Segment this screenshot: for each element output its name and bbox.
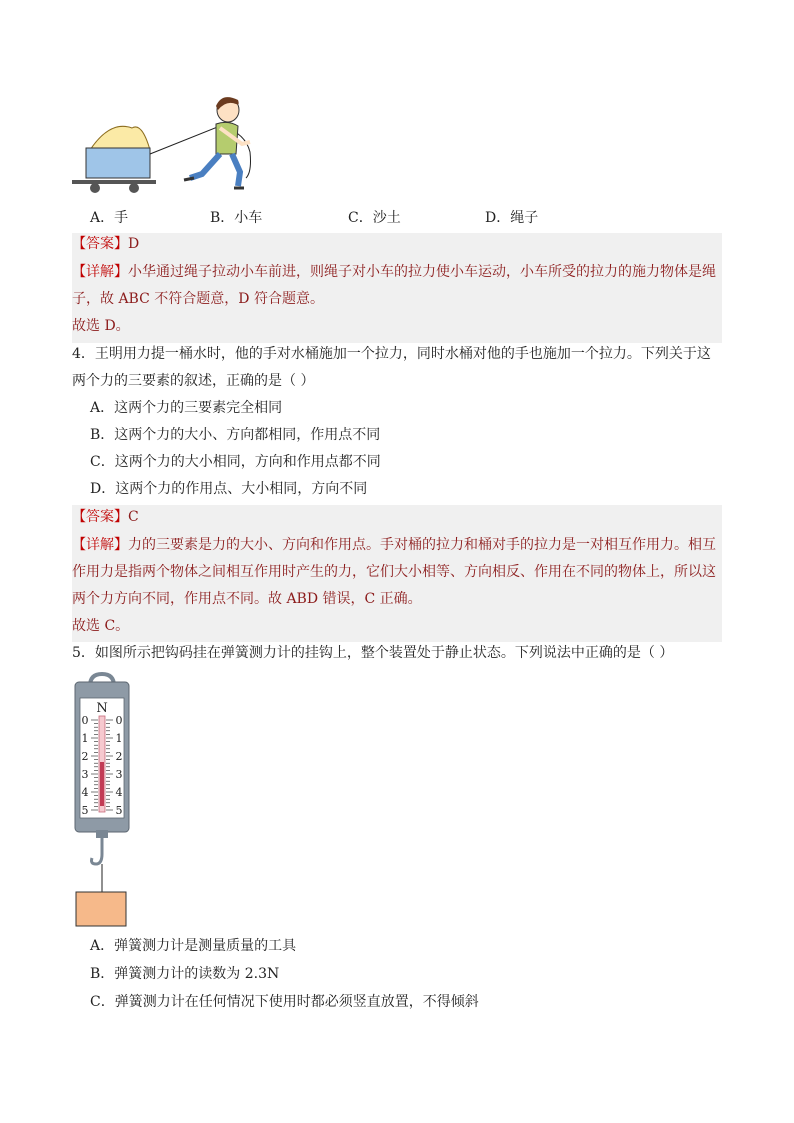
cart-wheel — [129, 183, 139, 193]
q5-stem: 5．如图所示把钩码挂在弹簧测力计的挂钩上，整个装置处于静止状态。下列说法中正确的是（ ） — [72, 645, 674, 661]
q4-option-c: C．这两个力的大小相同，方向和作用点都不同 — [90, 454, 381, 470]
cart-base — [72, 180, 156, 184]
q3-option-d: D．绳子 — [485, 210, 539, 226]
q4-stem-line-2: 两个力的三要素的叙述，正确的是（ ） — [72, 373, 315, 389]
q4-option-b: B．这两个力的大小、方向都相同，作用点不同 — [90, 427, 381, 443]
boy-pulling-cart-illustration — [70, 92, 270, 202]
q5-option-a: A．弹簧测力计是测量质量的工具 — [90, 938, 297, 954]
scale-label-right: 3 — [115, 768, 123, 781]
spring-scale-illustration — [72, 672, 132, 932]
q4-detail-line-3: 两个力方向不同，作用点不同。故 ABD 错误，C 正确。 — [72, 591, 422, 607]
q4-option-d: D．这两个力的作用点、大小相同，方向不同 — [90, 481, 368, 497]
q4-option-a: A．这两个力的三要素完全相同 — [90, 400, 283, 416]
scale-label-left: 2 — [81, 750, 89, 763]
scale-label-left: 0 — [81, 714, 89, 727]
scale-label-right: 1 — [115, 732, 123, 745]
boy-legs — [190, 154, 240, 186]
q5-option-c: C．弹簧测力计在任何情况下使用时都必须竖直放置，不得倾斜 — [90, 994, 479, 1010]
cart-wheel — [90, 183, 100, 193]
scale-label-right: 4 — [115, 786, 123, 799]
q3-options — [90, 207, 690, 229]
scale-label-left: 1 — [81, 732, 89, 745]
q4-conclusion: 故选 C。 — [72, 618, 130, 634]
q4-detail-line-1: 【详解】力的三要素是力的大小、方向和作用点。手对桶的拉力和桶对手的拉力是一对相互作用力。相互 — [72, 537, 716, 553]
scale-label-right: 2 — [115, 750, 123, 763]
q4-answer-box — [72, 505, 722, 642]
q4-answer-line — [72, 506, 139, 528]
q3-conclusion: 故选 D。 — [72, 318, 130, 334]
answer-value: C — [128, 509, 139, 525]
scale-pointer — [100, 762, 104, 806]
q4-stem-line-1: 4．王明用力提一桶水时，他的手对水桶施加一个拉力，同时水桶对他的手也施加一个拉力。下列关于这 — [72, 346, 711, 362]
sand-pile — [90, 126, 150, 150]
detail-tag: 【详解】 — [72, 537, 128, 553]
q5-option-b: B．弹簧测力计的读数为 2.3N — [90, 966, 280, 982]
boy-shoes — [184, 178, 244, 188]
q3-answer-box — [72, 233, 722, 343]
answer-value: D — [128, 236, 140, 252]
q4-detail-line-2: 作用力是指两个物体之间相互作用时产生的力，它们大小相等、方向相反、作用在不同的物体上，所以这 — [72, 564, 716, 580]
cart-box — [86, 148, 150, 178]
answer-tag: 【答案】 — [72, 509, 128, 525]
q3-detail-line-1: 【详解】小华通过绳子拉动小车前进，则绳子对小车的拉力使小车运动，小车所受的拉力的施力物体是绳 — [72, 264, 716, 280]
scale-label-left: 4 — [81, 786, 89, 799]
q3-option-c: C．沙土 — [348, 210, 401, 226]
scale-bottom-cap — [96, 830, 108, 838]
detail-tag: 【详解】 — [72, 264, 128, 280]
q3-option-b: B．小车 — [210, 210, 263, 226]
answer-tag: 【答案】 — [72, 236, 128, 252]
q3-answer-line — [72, 233, 139, 255]
scale-unit: N — [96, 701, 108, 716]
hanging-weight — [76, 892, 126, 926]
q3-option-a: A．手 — [90, 210, 129, 226]
scale-label-left: 5 — [81, 804, 89, 817]
scale-hook — [92, 838, 103, 864]
q3-detail-line-2: 子，故 ABC 不符合题意，D 符合题意。 — [72, 291, 324, 307]
scale-label-right: 0 — [115, 714, 123, 727]
scale-label-right: 5 — [115, 804, 123, 817]
scale-label-left: 3 — [81, 768, 89, 781]
